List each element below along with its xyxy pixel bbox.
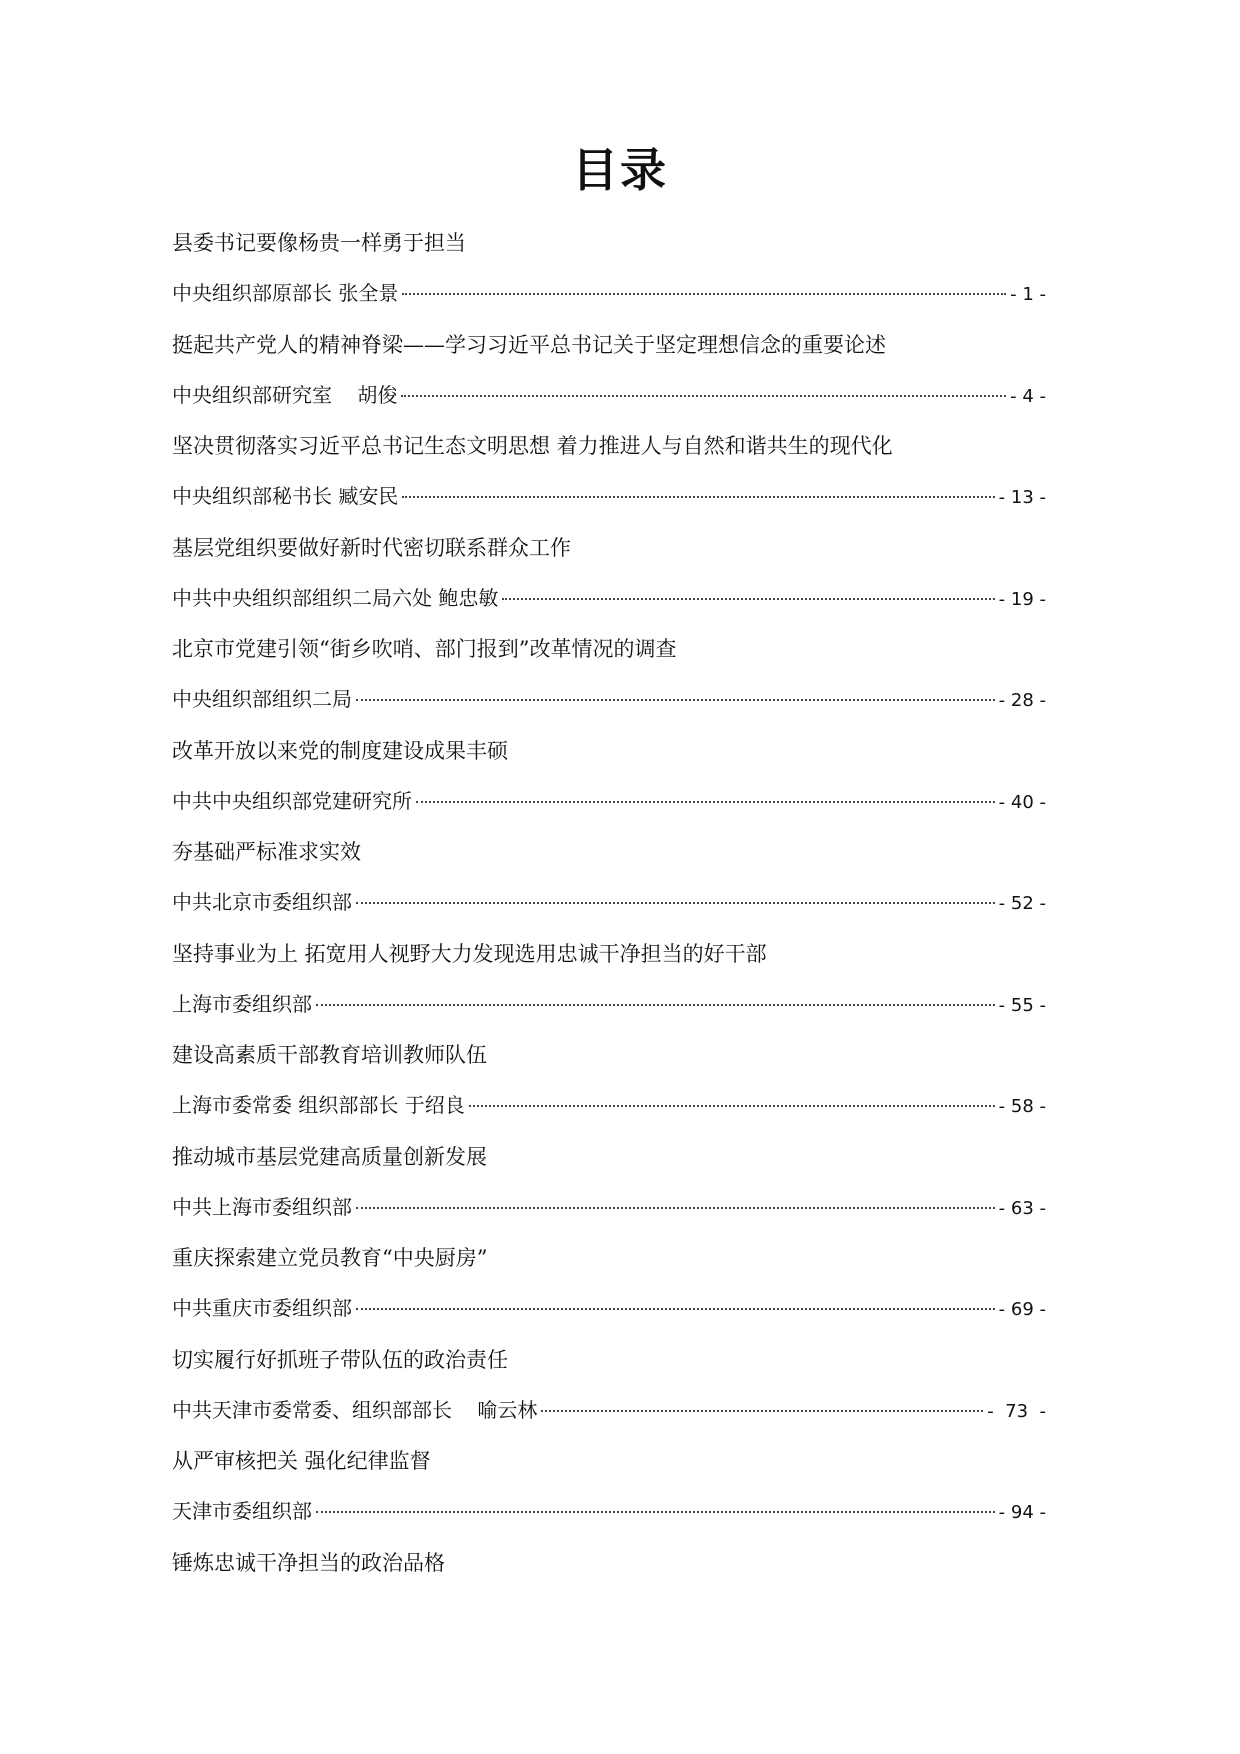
toc-entry-page-number: - 69 - [998,1299,1046,1320]
toc-entry-page-number: - 28 - [998,690,1046,711]
toc-entry-title[interactable]: 基层党组织要做好新时代密切联系群众工作 [172,535,571,560]
toc-entry-title[interactable]: 坚决贯彻落实习近平总书记生态文明思想 着力推进人与自然和谐共生的现代化 [172,434,893,458]
dot-leader [316,1511,995,1513]
toc-entry-meta [172,1486,1050,1537]
toc-entry[interactable] [172,523,1050,625]
toc-entry-author: 中央组织部原部长 张全景 [172,281,399,305]
toc-entry[interactable] [172,1436,1050,1538]
dot-leader [502,598,994,600]
toc-entry-title[interactable]: 锤炼忠诚干净担当的政治品格 [172,1550,445,1575]
toc-entry-author: 中共上海市委组织部 [172,1194,352,1219]
toc-entry-meta [172,268,1050,319]
toc-entry-meta [172,1182,1050,1233]
toc-entry-page-number: - 40 - [998,791,1046,813]
toc-entry-page-number: - 52 - [998,893,1046,914]
toc-entry[interactable] [172,726,1050,828]
toc-entry-meta [172,1283,1050,1334]
toc-entry-author: 天津市委组织部 [172,1499,312,1523]
toc-entry-title[interactable]: 北京市党建引领“街乡吹哨、部门报到”改革情况的调查 [172,637,677,661]
toc-entry-meta [172,1385,1050,1436]
toc-entry-meta [172,1080,1050,1131]
dot-leader [316,1004,995,1006]
toc-entry-author: 中央组织部组织二局 [172,687,352,711]
dot-leader [356,1207,995,1209]
toc-entry[interactable] [172,1132,1050,1234]
dot-leader [401,395,1006,397]
toc-entry[interactable] [172,1030,1050,1132]
toc-entry-page-number: - 55 - [998,994,1046,1016]
toc-entry-title[interactable]: 切实履行好抓班子带队伍的政治责任 [172,1347,508,1372]
toc-entry-meta [172,979,1050,1030]
toc-entry-title[interactable]: 县委书记要像杨贵一样勇于担当 [172,231,466,255]
toc-entry-meta [172,776,1050,827]
toc-entry-author: 中央组织部研究室 胡俊 [172,382,398,407]
toc-entry-title[interactable]: 推动城市基层党建高质量创新发展 [172,1144,487,1169]
page-title: 目录 [572,143,668,197]
toc-entry-author: 中央组织部秘书长 臧安民 [172,484,399,508]
dot-leader [402,293,1006,295]
toc-entry-page-number: - 13 - [998,487,1046,508]
toc-entry[interactable] [172,929,1050,1031]
toc-entry[interactable] [172,624,1050,726]
toc-entry-page-number: - 73 - [987,1400,1046,1422]
dot-leader [402,496,994,498]
dot-leader [469,1105,995,1107]
toc-entry[interactable] [172,218,1050,320]
dot-leader [416,801,995,803]
toc-entry-author: 中共天津市委常委、组织部部长 喻云林 [172,1397,538,1422]
dot-leader [356,902,995,904]
toc-entry-meta [172,573,1050,624]
dot-leader [356,1308,995,1310]
toc-entry-page-number: - 4 - [1010,385,1046,407]
toc-entry-author: 中共中央组织部党建研究所 [172,788,412,813]
toc-list [172,218,1050,1639]
toc-entry[interactable] [172,1335,1050,1437]
toc-entry[interactable] [172,827,1050,929]
toc-entry[interactable] [172,320,1050,422]
dot-leader [356,699,995,701]
toc-entry-page-number: - 19 - [998,588,1046,610]
toc-entry-title[interactable]: 坚持事业为上 拓宽用人视野大力发现选用忠诚干净担当的好干部 [172,941,767,966]
toc-entry-title[interactable]: 挺起共产党人的精神脊梁——学习习近平总书记关于坚定理想信念的重要论述 [172,332,886,357]
toc-entry[interactable] [172,1538,1050,1640]
toc-entry-author: 中共北京市委组织部 [172,890,352,914]
toc-entry-author: 中共重庆市委组织部 [172,1296,352,1320]
toc-entry-author: 上海市委常委 组织部部长 于绍良 [172,1093,465,1117]
toc-entry-page-number: - 58 - [998,1096,1046,1117]
toc-entry-page-number: - 94 - [998,1502,1046,1523]
toc-entry-page-number: - 1 - [1010,284,1046,305]
toc-entry[interactable] [172,1233,1050,1335]
toc-entry-meta [172,370,1050,421]
toc-entry-page-number: - 63 - [998,1197,1046,1219]
toc-entry-author: 上海市委组织部 [172,991,312,1016]
toc-entry-title[interactable]: 建设高素质干部教育培训教师队伍 [172,1043,487,1067]
toc-entry-meta [172,471,1050,522]
toc-entry-author: 中共中央组织部组织二局六处 鲍忠敏 [172,585,499,610]
toc-entry-title[interactable]: 改革开放以来党的制度建设成果丰硕 [172,738,508,763]
dot-leader [541,1410,983,1412]
toc-entry-title[interactable]: 从严审核把关 强化纪律监督 [172,1449,431,1473]
toc-entry[interactable] [172,421,1050,523]
toc-entry-title[interactable]: 夯基础严标准求实效 [172,840,361,864]
toc-entry-meta [172,877,1050,928]
toc-entry-meta [172,674,1050,725]
toc-entry-title[interactable]: 重庆探索建立党员教育“中央厨房” [172,1246,488,1270]
